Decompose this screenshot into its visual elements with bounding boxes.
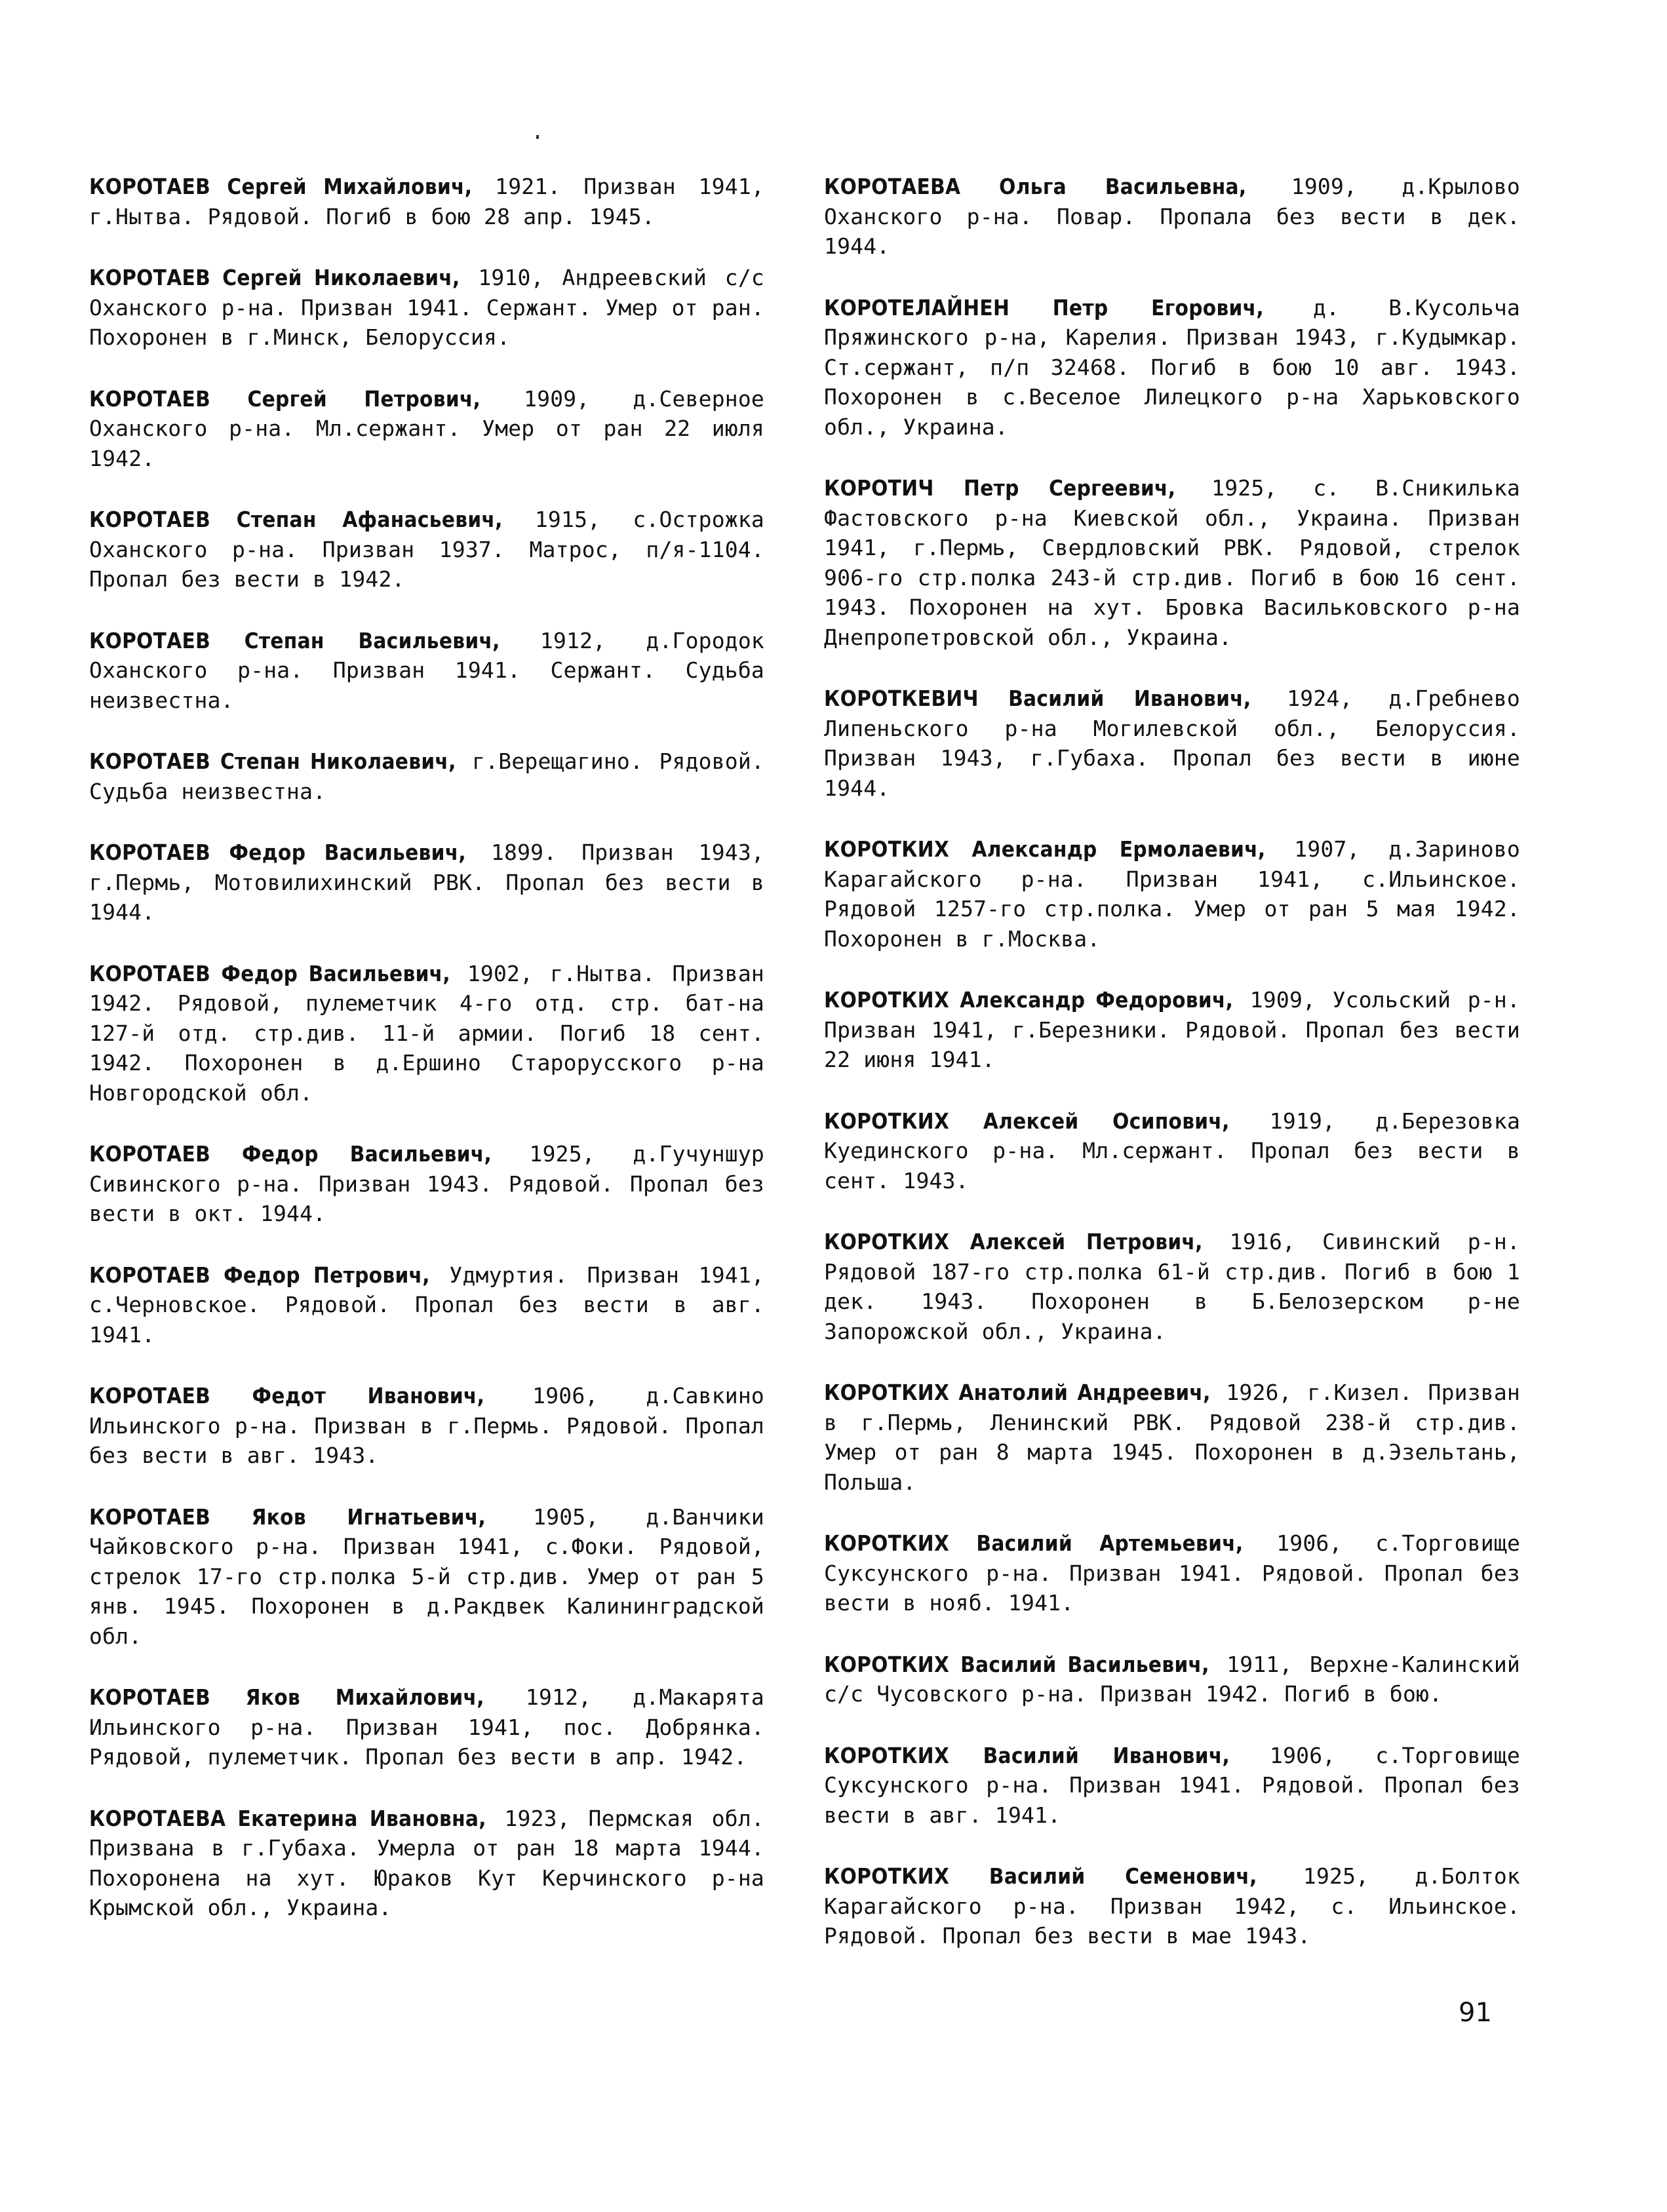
list-item — [89, 1682, 764, 1772]
entry-text: 1906, с.Торговище Суксунского р-на. Призван 1941. Рядовой. Пропал без вести в нояб. 1941. — [824, 1530, 1521, 1616]
list-item — [89, 505, 764, 594]
list-item — [89, 626, 764, 716]
entry-name: КОРОТАЕВ Сергей Николаевич, — [89, 265, 460, 290]
entry-name: КОРОТАЕВ Федор Васильевич, — [89, 960, 450, 986]
entry-name: КОРОТКЕВИЧ Василий Иванович, — [824, 686, 1251, 711]
entry-text: 1911, Верхне-Калинский с/с Чусовского р-на. Призван 1942. Погиб в бою. — [824, 1651, 1520, 1707]
entry-name: КОРОТАЕВ Федор Васильевич, — [89, 840, 467, 865]
list-item — [824, 172, 1520, 262]
entry-name: КОРОТКИХ Александр Ермолаевич, — [824, 836, 1266, 862]
list-item — [824, 684, 1520, 803]
entry-text: 1902, г.Нытва. Призван 1942. Рядовой, пулеметчик 4-го отд. стр. бат-на 127-й отд. стр.див. 11-й армии. Погиб 18 сент. 1942. Похоронен в д.Ершино Старорусского р-на Новгородской обл. — [89, 960, 764, 1106]
entry-text: 1925, д.Болток Карагайского р-на. Призван 1942, с. Ильинское. Рядовой. Пропал без вести в мае 1943. — [824, 1863, 1520, 1949]
entry-name: КОРОТКИХ Алексей Осипович, — [824, 1108, 1230, 1134]
list-item — [824, 1741, 1520, 1831]
entry-text: 1923, Пермская обл. Призвана в г.Губаха. Умерла от ран 18 марта 1944. Похоронена на хут. Юраков Кут Керчинского р-на Крымской обл., Украина. — [89, 1805, 764, 1920]
list-item — [89, 959, 764, 1108]
list-item — [824, 1378, 1520, 1497]
list-item — [89, 1804, 764, 1923]
entry-text: 1905, д.Ванчики Чайковского р-на. Призван 1941, с.Фоки. Рядовой, стрелок 17-го стр.полка 5-й стр.див. Умер от ран 5 янв. 1945. Похоронен в д.Ракдвек Калининградской обл. — [89, 1504, 764, 1649]
scan-speck — [536, 135, 539, 139]
entry-text: 1910, Андреевский с/с Оханского р-на. Призван 1941. Сержант. Умер от ран. Похоронен в г.Минск, Белоруссия. — [89, 265, 764, 350]
list-item — [89, 172, 764, 231]
entry-name: КОРОТКИХ Василий Васильевич, — [824, 1651, 1209, 1677]
entry-name: КОРОТКИХ Анатолий Андреевич, — [824, 1380, 1211, 1405]
list-item — [824, 1106, 1520, 1196]
entry-text: 1915, с.Острожка Оханского р-на. Призван 1937. Матрос, п/я-1104. Пропал без вести в 1942. — [89, 507, 765, 592]
entry-name: КОРОТАЕВА Екатерина Ивановна, — [89, 1805, 486, 1831]
entry-text: 1899. Призван 1943, г.Пермь, Мотовилихинский РВК. Пропал без вести в 1944. — [89, 840, 764, 925]
entry-name: КОРОТАЕВ Яков Михайлович, — [89, 1684, 484, 1710]
entry-text: 1909, д.Северное Оханского р-на. Мл.сержант. Умер от ран 22 июля 1942. — [89, 385, 764, 471]
entry-name: КОРОТАЕВ Федор Васильевич, — [89, 1141, 492, 1167]
entry-text: 1906, д.Савкино Ильинского р-на. Призван в г.Пермь. Рядовой. Пропал без вести в авг. 1943. — [89, 1383, 764, 1468]
list-item — [824, 985, 1520, 1075]
right-column — [824, 172, 1520, 1983]
entry-text: 1906, с.Торговище Суксунского р-на. Призван 1941. Рядовой. Пропал без вести в авг. 1941. — [824, 1742, 1520, 1828]
list-item — [89, 747, 764, 806]
list-item — [89, 1381, 764, 1471]
entry-text: 1919, д.Березовка Куединского р-на. Мл.сержант. Пропал без вести в сент. 1943. — [824, 1108, 1521, 1193]
list-item — [89, 263, 764, 353]
entry-text: 1925, д.Гучуншур Сивинского р-на. Призван 1943. Рядовой. Пропал без вести в окт. 1944. — [89, 1141, 765, 1226]
entry-name: КОРОТКИХ Василий Артемьевич, — [824, 1530, 1244, 1556]
entry-text: Удмуртия. Призван 1941, с.Черновское. Рядовой. Пропал без вести в авг. 1941. — [89, 1262, 764, 1348]
list-item — [89, 384, 764, 474]
list-item — [824, 293, 1520, 442]
entry-name: КОРОТАЕВ Сергей Михайлович, — [89, 174, 473, 199]
list-item — [89, 1502, 764, 1652]
entry-text: 1909, Усольский р-н. Призван 1941, г.Березники. Рядовой. Пропал без вести 22 июня 1941. — [824, 987, 1520, 1072]
page-number: 91 — [1459, 1998, 1492, 2028]
entry-text: г.Верещагино. Рядовой. Судьба неизвестна. — [89, 748, 764, 804]
entry-name: КОРОТАЕВ Степан Васильевич, — [89, 627, 500, 653]
entry-name: КОРОТАЕВ Яков Игнатьевич, — [89, 1504, 486, 1530]
list-item — [824, 1528, 1520, 1618]
left-column — [89, 172, 764, 1954]
entry-text: 1924, д.Гребнево Липеньского р-на Могилевской обл., Белоруссия. Призван 1943, г.Губаха. Пропал без вести в июне 1944. — [824, 686, 1520, 801]
entry-text: 1916, Сивинский р-н. Рядовой 187-го стр.полка 61-й стр.див. Погиб в бою 1 дек. 1943. Похоронен в Б.Белозерском р-не Запорожской обл., Украина. — [824, 1229, 1520, 1344]
entry-name: КОРОТЕЛАЙНЕН Петр Егорович, — [824, 294, 1264, 320]
list-item — [89, 1139, 764, 1229]
entry-text: д. В.Кусольча Пряжинского р-на, Карелия. Призван 1943, г.Кудымкар. Ст.сержант, п/п 32468. Погиб в бою 10 авг. 1943. Похоронен в с.Веселое Лилецкого р-на Харьковского обл., Украина. — [824, 294, 1520, 440]
list-item — [824, 834, 1520, 954]
entry-name: КОРОТАЕВ Федор Петрович, — [89, 1262, 430, 1288]
entry-text: 1907, д.Зариново Карагайского р-на. Призван 1941, с.Ильинское. Рядовой 1257-го стр.полка. Умер от ран 5 мая 1942. Похоронен в г.Москва. — [824, 836, 1520, 952]
entry-text: 1909, д.Крылово Оханского р-на. Повар. Пропала без вести в дек. 1944. — [824, 174, 1520, 259]
entry-name: КОРОТКИХ Василий Семенович, — [824, 1863, 1257, 1889]
entry-text: 1921. Призван 1941, г.Нытва. Рядовой. Погиб в бою 28 апр. 1945. — [89, 174, 764, 229]
entry-name: КОРОТКИХ Василий Иванович, — [824, 1742, 1230, 1768]
list-item — [824, 1227, 1520, 1346]
list-item — [89, 1260, 764, 1350]
list-item — [824, 1650, 1520, 1709]
entry-text: 1925, с. В.Сникилька Фастовского р-на Киевской обл., Украина. Призван 1941, г.Пермь, Свердловский РВК. Рядовой, стрелок 906-го стр.полка 243-й стр.див. Погиб в бою 16 сент. 1943. Похоронен на хут. Бровка Васильковского р-на Днепропетровской обл., Украина. — [824, 475, 1520, 650]
entry-name: КОРОТКИХ Алексей Петрович, — [824, 1229, 1203, 1254]
list-item — [824, 1861, 1520, 1951]
entry-name: КОРОТАЕВ Степан Николаевич, — [89, 748, 456, 774]
entry-name: КОРОТАЕВА Ольга Васильевна, — [824, 174, 1247, 199]
entry-name: КОРОТАЕВ Степан Афанасьевич, — [89, 507, 503, 532]
entry-name: КОРОТАЕВ Федот Иванович, — [89, 1383, 485, 1408]
list-item — [824, 473, 1520, 652]
entry-name: КОРОТКИХ Александр Федорович, — [824, 987, 1234, 1013]
entry-text: 1912, д.Макарята Ильинского р-на. Призван 1941, пос. Добрянка. Рядовой, пулеметчик. Пропал без вести в апр. 1942. — [89, 1684, 765, 1770]
list-item — [89, 838, 764, 927]
entry-name: КОРОТАЕВ Сергей Петрович, — [89, 385, 481, 412]
entry-text: 1912, д.Городок Оханского р-на. Призван 1941. Сержант. Судьба неизвестна. — [89, 627, 764, 713]
entry-text: 1926, г.Кизел. Призван в г.Пермь, Ленинский РВК. Рядовой 238-й стр.див. Умер от ран 8 марта 1945. Похоронен в д.Эзельтань, Польша. — [824, 1380, 1520, 1495]
entry-name: КОРОТИЧ Петр Сергеевич, — [824, 475, 1176, 501]
